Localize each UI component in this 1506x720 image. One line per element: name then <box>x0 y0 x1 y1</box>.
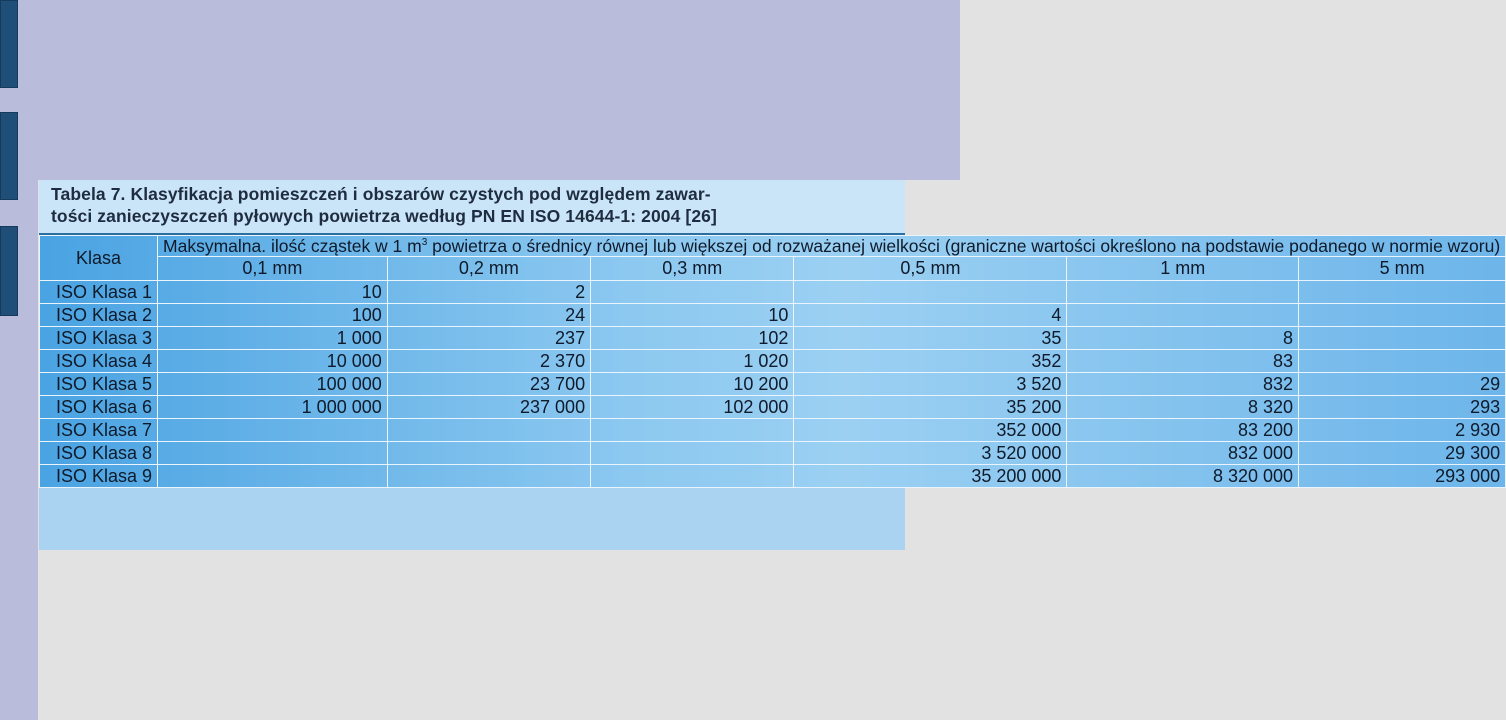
cell-value <box>158 465 388 488</box>
table-title-line: Tabela 7. Klasyfikacja pomieszczeń i obszarów czystych pod względem zawar- <box>51 184 711 204</box>
cell-klasa: ISO Klasa 4 <box>40 350 158 373</box>
cell-value: 10 200 <box>591 373 794 396</box>
column-header-size: 0,2 mm <box>387 257 590 281</box>
cell-value: 8 320 000 <box>1067 465 1299 488</box>
cell-value: 832 000 <box>1067 442 1299 465</box>
cell-value: 29 300 <box>1299 442 1506 465</box>
table-row <box>40 373 1506 396</box>
cell-value: 352 000 <box>794 419 1067 442</box>
table-row <box>40 419 1506 442</box>
table-row <box>40 327 1506 350</box>
cell-value: 3 520 000 <box>794 442 1067 465</box>
cell-klasa: ISO Klasa 5 <box>40 373 158 396</box>
side-bar-decoration <box>0 226 18 316</box>
cell-value: 352 <box>794 350 1067 373</box>
table-row <box>40 465 1506 488</box>
iso-class-table <box>39 235 1506 488</box>
cell-klasa: ISO Klasa 2 <box>40 304 158 327</box>
cell-value: 1 000 000 <box>158 396 388 419</box>
column-header-size: 1 mm <box>1067 257 1299 281</box>
cell-klasa: ISO Klasa 6 <box>40 396 158 419</box>
side-bar-decoration <box>0 112 18 200</box>
cell-klasa: ISO Klasa 3 <box>40 327 158 350</box>
cell-value: 2 930 <box>1299 419 1506 442</box>
cell-value <box>1299 304 1506 327</box>
cell-value: 1 000 <box>158 327 388 350</box>
cell-klasa: ISO Klasa 9 <box>40 465 158 488</box>
column-header-description <box>158 236 1506 257</box>
column-header-size: 5 mm <box>1299 257 1506 281</box>
cell-value: 1 020 <box>591 350 794 373</box>
cell-klasa: ISO Klasa 7 <box>40 419 158 442</box>
cell-value <box>387 419 590 442</box>
cell-value: 2 <box>387 281 590 304</box>
column-header-klasa: Klasa <box>40 236 158 281</box>
cell-value: 832 <box>1067 373 1299 396</box>
cell-value <box>1067 304 1299 327</box>
cell-value: 10 000 <box>158 350 388 373</box>
cell-value <box>158 442 388 465</box>
cell-value: 100 000 <box>158 373 388 396</box>
cell-value <box>591 419 794 442</box>
cell-value <box>591 281 794 304</box>
column-header-size: 0,3 mm <box>591 257 794 281</box>
description-text: Maksymalna. ilość cząstek w 1 m <box>163 236 422 256</box>
slide-left-band <box>0 0 38 720</box>
cell-value <box>387 442 590 465</box>
cell-value: 29 <box>1299 373 1506 396</box>
column-header-size: 0,5 mm <box>794 257 1067 281</box>
cell-value: 23 700 <box>387 373 590 396</box>
table-row <box>40 281 1506 304</box>
table-row <box>40 396 1506 419</box>
cell-value <box>794 281 1067 304</box>
table-row <box>40 350 1506 373</box>
cell-value: 102 000 <box>591 396 794 419</box>
cell-value: 3 520 <box>794 373 1067 396</box>
cell-value: 24 <box>387 304 590 327</box>
cell-value: 2 370 <box>387 350 590 373</box>
cell-value: 100 <box>158 304 388 327</box>
cell-value <box>387 465 590 488</box>
cell-klasa: ISO Klasa 1 <box>40 281 158 304</box>
cell-value <box>1299 327 1506 350</box>
table-title-line: tości zanieczyszczeń pyłowych powietrza według PN EN ISO 14644-1: 2004 [26] <box>51 206 717 226</box>
cell-value: 102 <box>591 327 794 350</box>
cell-value: 83 200 <box>1067 419 1299 442</box>
cell-value <box>158 419 388 442</box>
cell-klasa: ISO Klasa 8 <box>40 442 158 465</box>
cell-value: 35 200 000 <box>794 465 1067 488</box>
cell-value: 83 <box>1067 350 1299 373</box>
cell-value: 4 <box>794 304 1067 327</box>
table-title <box>39 180 905 235</box>
cell-value: 10 <box>591 304 794 327</box>
slide-top-band <box>0 0 960 180</box>
cell-value: 35 200 <box>794 396 1067 419</box>
cell-value: 35 <box>794 327 1067 350</box>
cell-value: 237 000 <box>387 396 590 419</box>
cell-value <box>1299 281 1506 304</box>
table-row <box>40 442 1506 465</box>
cell-value: 293 <box>1299 396 1506 419</box>
cell-value: 8 <box>1067 327 1299 350</box>
cell-value <box>591 442 794 465</box>
cell-value: 8 320 <box>1067 396 1299 419</box>
table-row <box>40 304 1506 327</box>
description-superscript: 3 <box>421 237 428 249</box>
column-header-size: 0,1 mm <box>158 257 388 281</box>
cell-value: 10 <box>158 281 388 304</box>
description-text: powietrza o średnicy równej lub większej od rozważanej wielkości (graniczne wartości określono na podstawie podanego w normie wzoru) <box>427 236 1501 256</box>
cell-value: 237 <box>387 327 590 350</box>
table-image <box>39 180 1501 550</box>
cell-value <box>591 465 794 488</box>
cell-value <box>1299 350 1506 373</box>
cell-value <box>1067 281 1299 304</box>
cell-value: 293 000 <box>1299 465 1506 488</box>
side-bar-decoration <box>0 0 18 88</box>
